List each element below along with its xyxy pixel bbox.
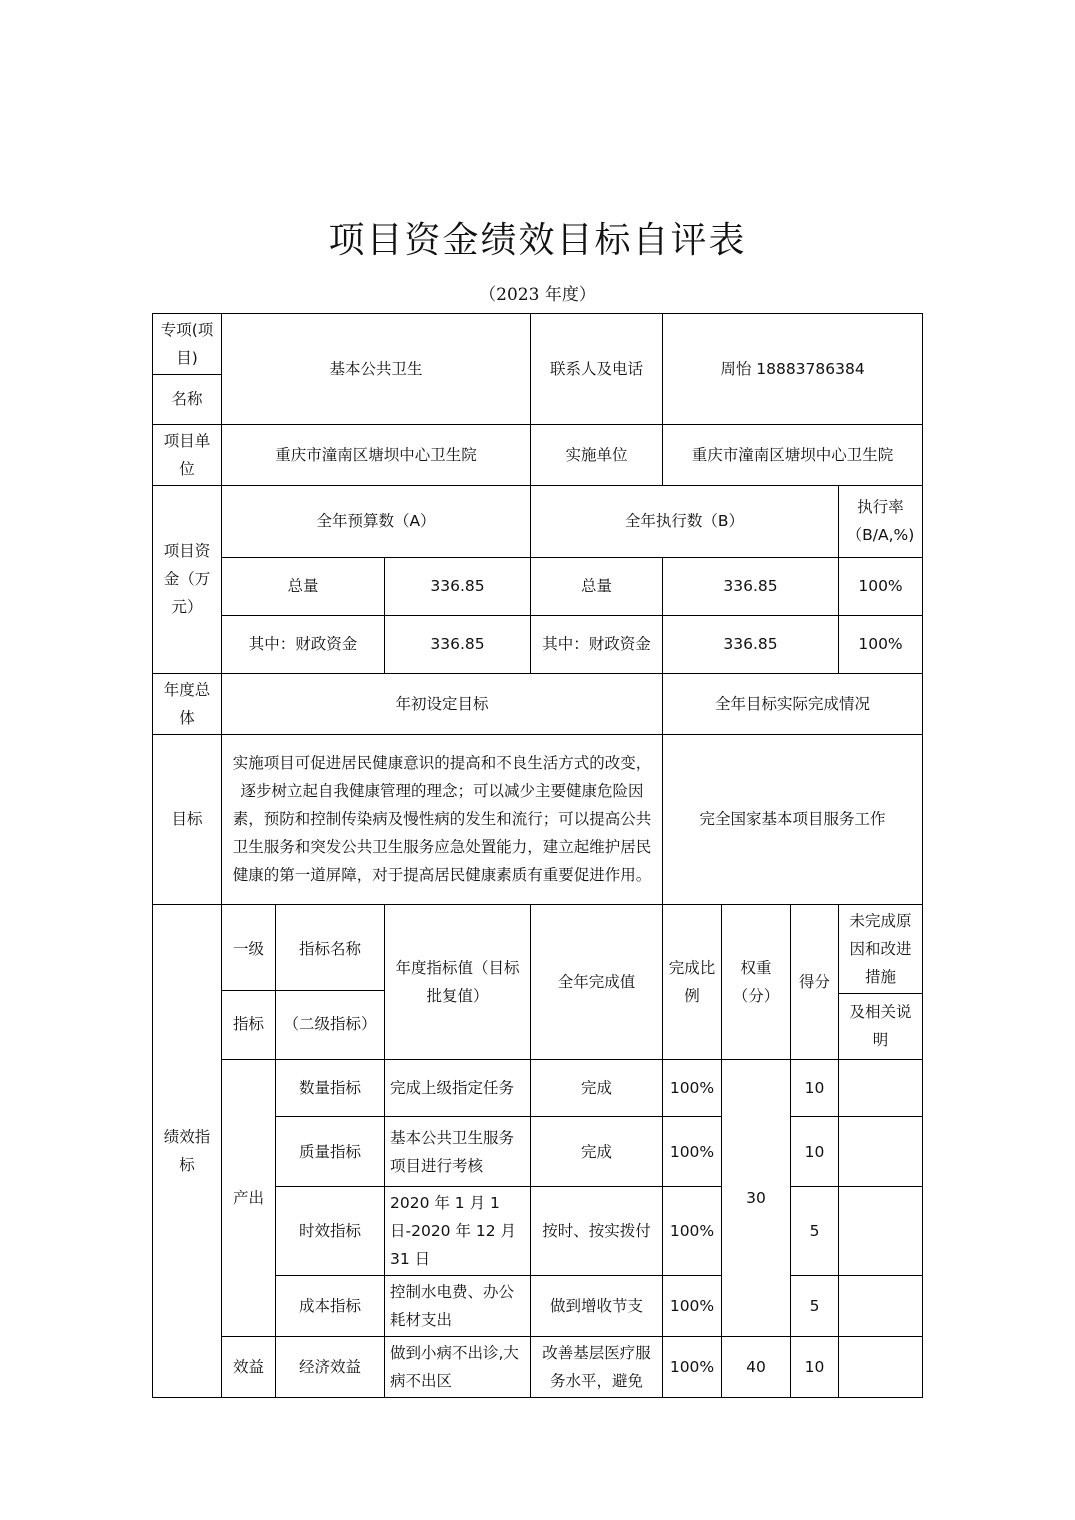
execution-rate-header: 执行率（B/A,%)	[839, 485, 923, 557]
completed-value: 完成	[531, 1117, 663, 1187]
project-unit-label: 项目单位	[153, 424, 222, 485]
indicator-name-header-top: 指标名称	[276, 907, 384, 990]
completed-value-header: 全年完成值	[531, 904, 663, 1060]
output-label: 产出	[222, 1060, 276, 1337]
total-exec: 336.85	[663, 557, 839, 615]
note	[839, 1337, 923, 1398]
score: 10	[791, 1117, 839, 1187]
execution-header: 全年执行数（B）	[531, 485, 839, 557]
indicator-name: 质量指标	[276, 1117, 385, 1187]
fiscal-exec-label: 其中：财政资金	[531, 615, 663, 673]
performance-label: 绩效指标	[153, 904, 222, 1398]
completion-ratio: 100%	[663, 1276, 722, 1337]
reason-header-top: 未完成原因和改进措施	[839, 905, 922, 994]
annual-target: 做到小病不出诊,大病不出区	[385, 1337, 531, 1398]
goals-set-text: 实施项目可促进居民健康意识的提高和不良生活方式的改变，逐步树立起自我健康管理的理念；可以减少主要健康危险因素，预防和控制传染病及慢性病的发生和流行；可以提高公共卫生服务和突发公共卫生服务应急处置能力，建立起维护居民健康的第一道屏障，对于提高居民健康素质有重要促进作用。	[222, 734, 663, 904]
score: 5	[791, 1276, 839, 1337]
completed-value: 改善基层医疗服务水平，避免	[531, 1337, 663, 1398]
project-name-label-bottom: 名称	[171, 390, 203, 409]
level1-header-top: 一级	[222, 907, 275, 990]
budget-header: 全年预算数（A）	[222, 485, 531, 557]
completion-ratio: 100%	[663, 1117, 722, 1187]
reason-header-cell	[839, 904, 923, 1060]
completion-ratio: 100%	[663, 1060, 722, 1117]
reason-header-bottom: 及相关说明	[849, 1003, 912, 1050]
fiscal-exec: 336.85	[663, 615, 839, 673]
annual-target: 完成上级指定任务	[385, 1060, 531, 1117]
weight-header: 权重（分）	[722, 904, 791, 1060]
annual-target: 控制水电费、办公耗材支出	[385, 1276, 531, 1337]
goals-set-header: 年初设定目标	[222, 673, 663, 734]
page-title: 项目资金绩效目标自评表	[328, 220, 747, 261]
annual-target: 基本公共卫生服务项目进行考核	[385, 1117, 531, 1187]
note	[839, 1276, 923, 1337]
implementing-unit-label: 实施单位	[531, 424, 663, 485]
level1-header-bottom: 指标	[232, 1014, 264, 1033]
indicator-name: 时效指标	[276, 1187, 385, 1276]
funds-label: 项目资金（万元）	[153, 485, 222, 673]
year-subtitle: （2023 年度）	[479, 285, 596, 305]
goals-done-text: 完全国家基本项目服务工作	[663, 734, 923, 904]
note	[839, 1117, 923, 1187]
fiscal-rate: 100%	[839, 615, 923, 673]
table-row	[153, 1060, 923, 1117]
completion-ratio: 100%	[663, 1337, 722, 1398]
goals-label-bottom: 目标	[153, 734, 222, 904]
indicator-name: 数量指标	[276, 1060, 385, 1117]
goals-done-header: 全年目标实际完成情况	[663, 673, 923, 734]
completed-value: 按时、按实拨付	[531, 1187, 663, 1276]
indicator-name-header-bottom: （二级指标）	[283, 1014, 377, 1033]
benefit-weight: 40	[722, 1337, 791, 1398]
indicator-name: 经济效益	[276, 1337, 385, 1398]
contact-value: 周怡 18883786384	[663, 314, 923, 425]
fiscal-budget: 336.85	[385, 615, 531, 673]
total-exec-label: 总量	[531, 557, 663, 615]
indicator-name: 成本指标	[276, 1276, 385, 1337]
benefit-label: 效益	[222, 1337, 276, 1398]
project-unit-value: 重庆市潼南区塘坝中心卫生院	[222, 424, 531, 485]
total-budget: 336.85	[385, 557, 531, 615]
score: 10	[791, 1337, 839, 1398]
project-name-label-cell	[153, 314, 222, 425]
total-rate: 100%	[839, 557, 923, 615]
note	[839, 1060, 923, 1117]
contact-label: 联系人及电话	[531, 314, 663, 425]
indicator-name-header-cell	[276, 904, 385, 1060]
output-weight: 30	[722, 1060, 791, 1337]
completed-value: 完成	[531, 1060, 663, 1117]
implementing-unit-value: 重庆市潼南区塘坝中心卫生院	[663, 424, 923, 485]
evaluation-table	[152, 313, 923, 1398]
completion-ratio: 100%	[663, 1187, 722, 1276]
annual-target: 2020 年 1 月 1 日-2020 年 12 月 31 日	[385, 1187, 531, 1276]
completed-value: 做到增收节支	[531, 1276, 663, 1337]
annual-target-header: 年度指标值（目标批复值）	[385, 904, 531, 1060]
project-name-label-top: 专项(项目)	[153, 314, 221, 375]
goals-label-top: 年度总体	[153, 673, 222, 734]
completion-ratio-header: 完成比例	[663, 904, 722, 1060]
level1-header-cell	[222, 904, 276, 1060]
total-label: 总量	[222, 557, 385, 615]
note	[839, 1187, 923, 1276]
fiscal-label: 其中：财政资金	[222, 615, 385, 673]
table-row	[153, 1337, 923, 1398]
score: 10	[791, 1060, 839, 1117]
score: 5	[791, 1187, 839, 1276]
score-header: 得分	[791, 904, 839, 1060]
project-name-value: 基本公共卫生	[222, 314, 531, 425]
